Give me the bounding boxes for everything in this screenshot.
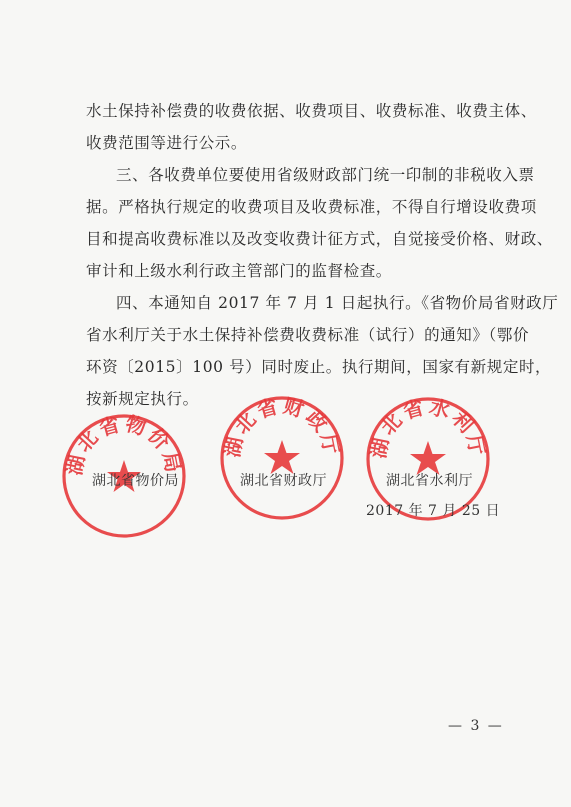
signatory-finance-department: 湖北省财政厅: [240, 473, 327, 489]
body-line-7: 四、本通知自 2017 年 7 月 1 日起执行。《省物价局省财政厅: [116, 294, 559, 312]
finance-department-seal: [218, 394, 346, 522]
svg-text:湖北省财政厅: 湖北省财政厅: [219, 393, 345, 460]
body-line-1: 水土保持补偿费的收费依据、收费项目、收费标准、收费主体、: [86, 102, 537, 120]
body-line-4: 据。严格执行规定的收费项目及收费标准，不得自行增设收费项: [86, 198, 537, 216]
body-line-2: 收费范围等进行公示。: [86, 134, 248, 152]
svg-text:湖北省水利厅: 湖北省水利厅: [365, 394, 491, 461]
body-line-6: 审计和上级水利行政主管部门的监督检查。: [86, 262, 392, 280]
body-line-10: 按新规定执行。: [86, 390, 199, 408]
body-line-5: 目和提高收费标准以及改变收费计征方式，自觉接受价格、财政、: [86, 230, 553, 248]
body-line-9: 环资〔2015〕100 号）同时废止。执行期间，国家有新规定时，: [86, 358, 552, 376]
issue-date: 2017 年 7 月 25 日: [366, 503, 501, 519]
signatory-water-resources-department: 湖北省水利厅: [386, 473, 473, 489]
body-line-8: 省水利厅关于水土保持补偿费收费标准（试行）的通知》（鄂价: [86, 326, 530, 344]
page-number: — 3 —: [448, 718, 504, 734]
signatory-price-bureau: 湖北省物价局: [92, 473, 179, 489]
body-line-3: 三、各收费单位要使用省级财政部门统一印制的非税收入票: [116, 166, 535, 184]
svg-text:湖北省物价局: 湖北省物价局: [61, 411, 187, 478]
